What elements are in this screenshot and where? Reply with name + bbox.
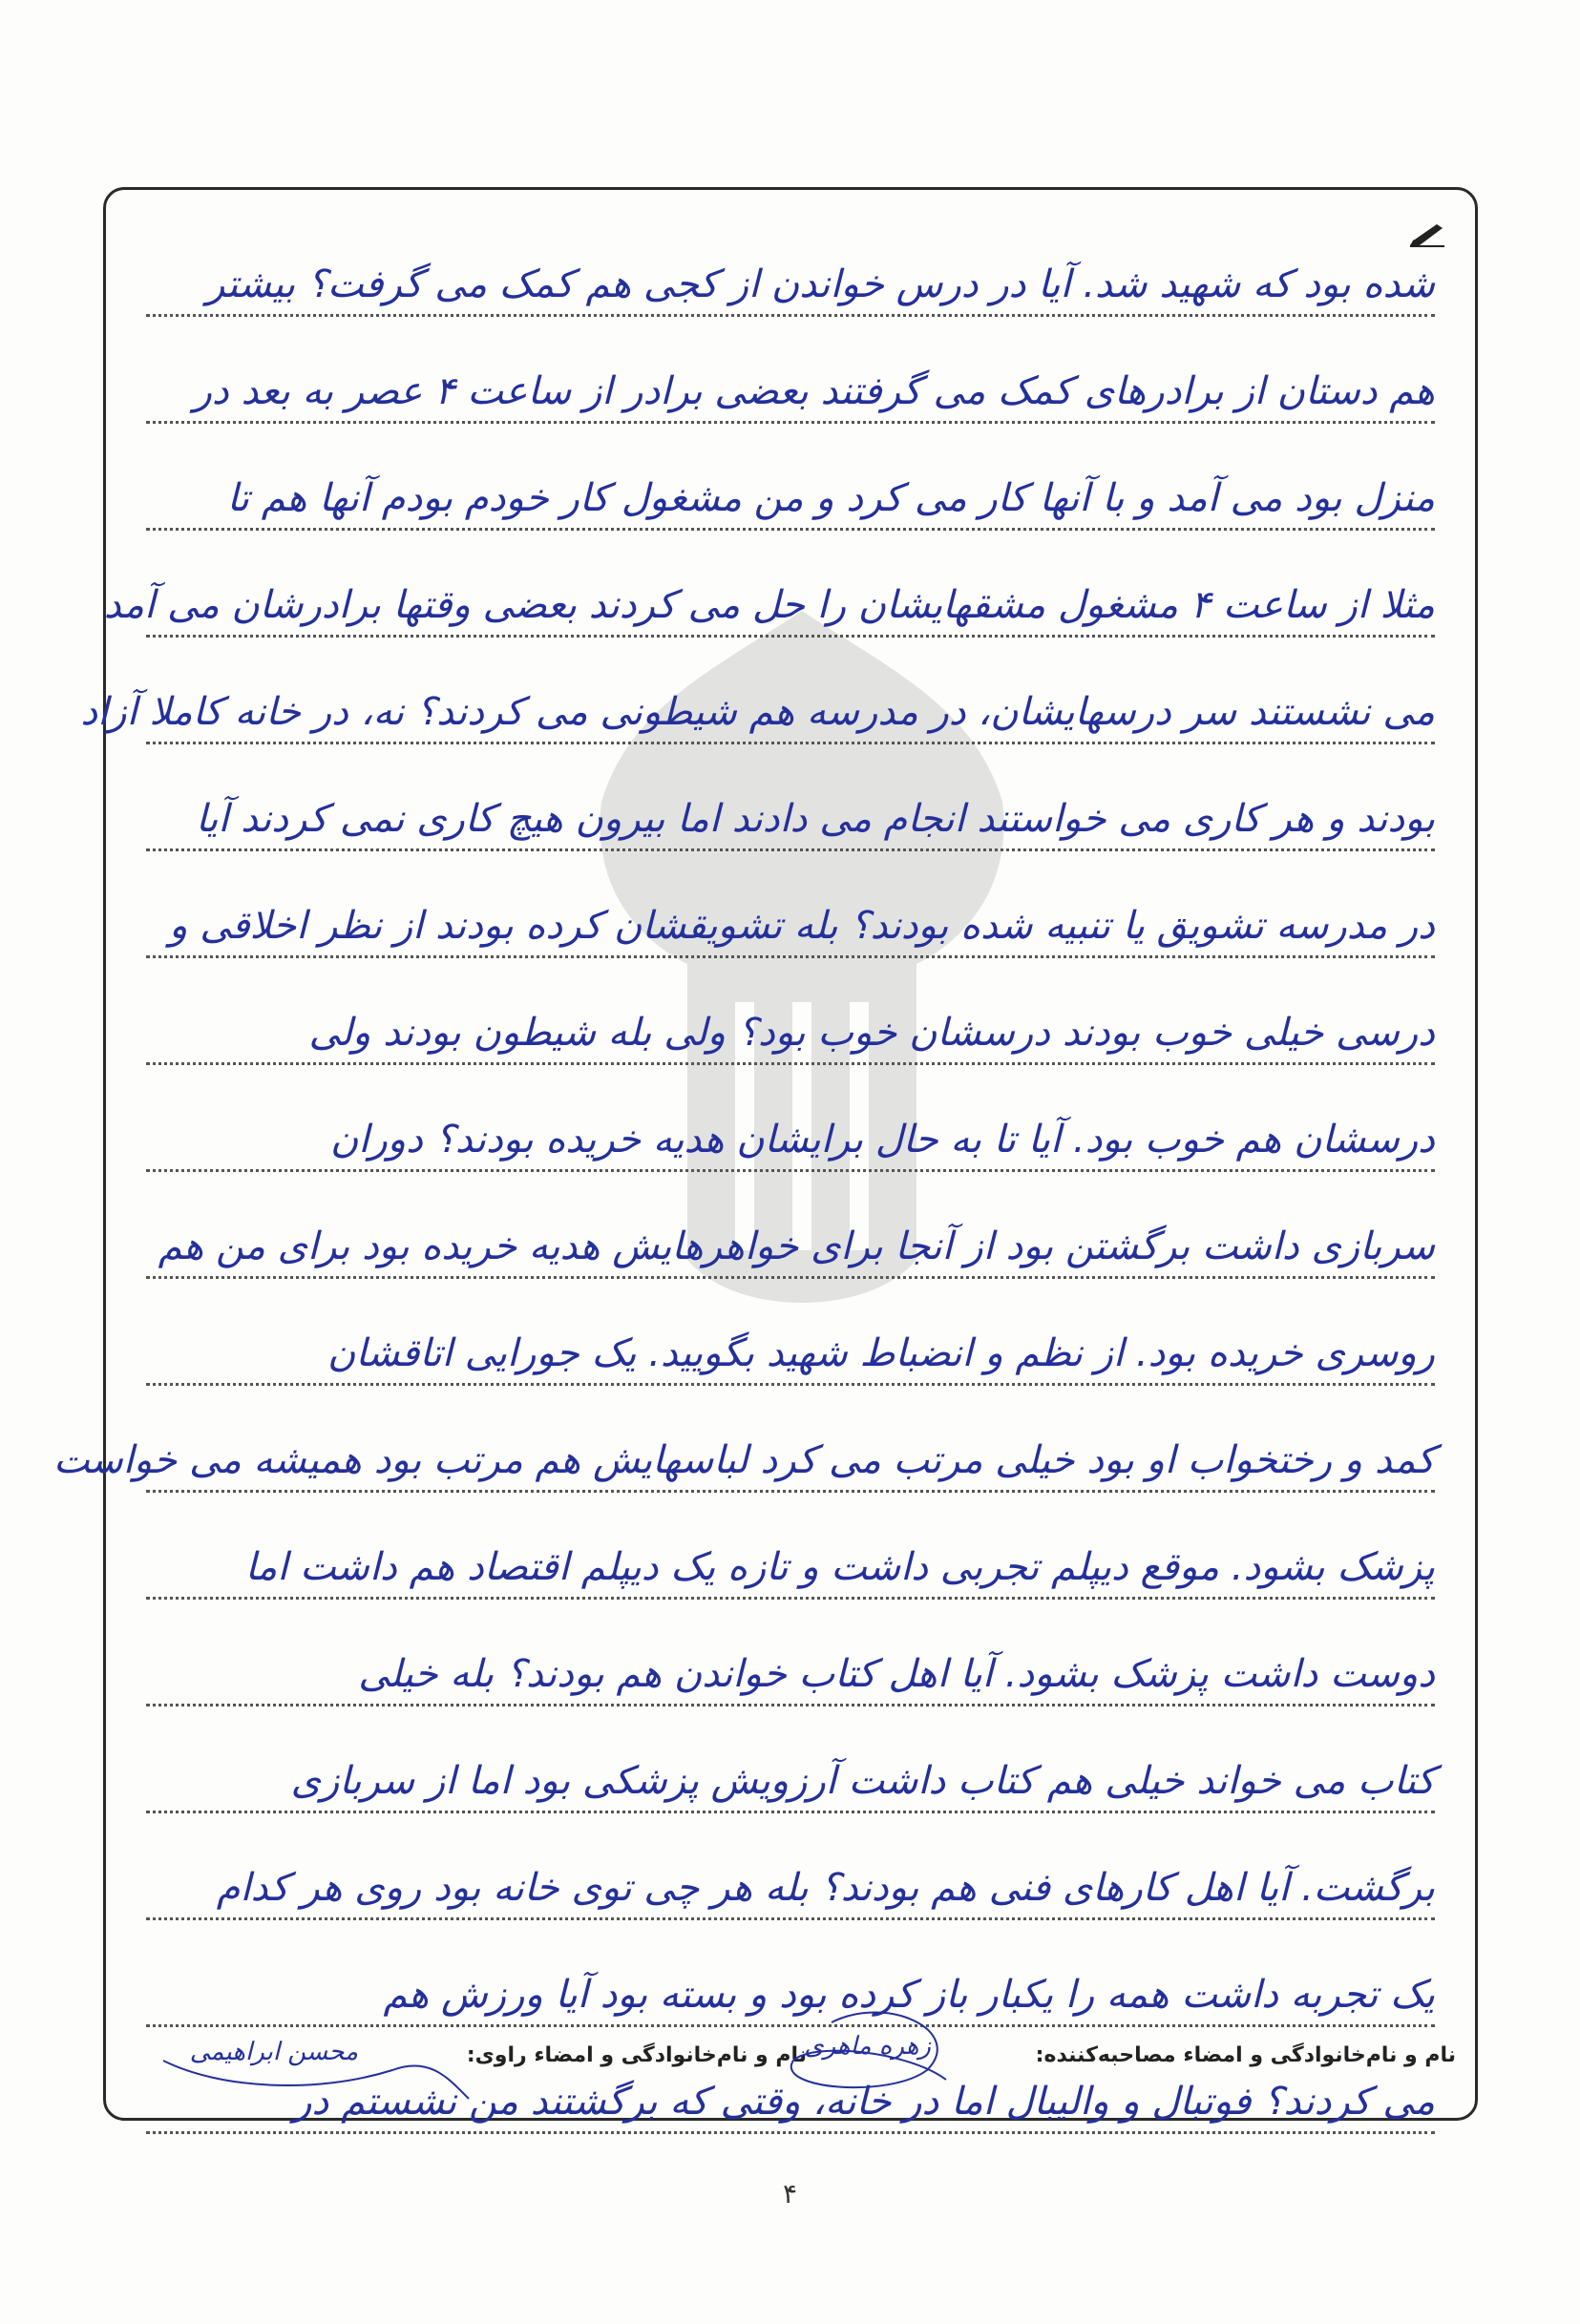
line-text: دوست داشت پزشک بشود. آیا اهل کتاب خواندن هم بودند؟ بله خیلی [358, 1652, 1435, 1696]
text-line [146, 207, 1435, 317]
line-text: در مدرسه تشویق یا تنبیه شده بودند؟ بله تشویقشان کرده بودند از نظر اخلاقی و [169, 904, 1435, 948]
text-line [146, 1276, 1435, 1386]
text-line [146, 742, 1435, 851]
interviewer-label: نام و نام‌خانوادگی و امضاء مصاحبه‌کننده: [1035, 2043, 1456, 2067]
text-line [146, 421, 1435, 531]
text-line [146, 1169, 1435, 1279]
text-line [146, 1490, 1435, 1600]
text-line [53, 1383, 1435, 1493]
text-line [80, 635, 1435, 744]
line-text: مثلا از ساعت ۴ مشغول مشقهایشان را حل می کردند بعضی وقتها برادرشان می آمد [103, 583, 1435, 627]
line-text: هم دستان از برادرهای کمک می گرفتند بعضی برادر از ساعت ۴ عصر به بعد در [193, 369, 1435, 413]
text-line [146, 955, 1435, 1065]
text-line [146, 1811, 1435, 1920]
line-text: برگشت. آیا اهل کارهای فنی هم بودند؟ بله هر چی توی خانه بود روی هر کدام [216, 1866, 1435, 1910]
line-text: بودند و هر کاری می خواستند انجام می دادند اما بیرون هیچ کاری نمی کردند آیا [196, 797, 1435, 841]
text-line [146, 314, 1435, 424]
line-text: سربازی داشت برگشتن بود از آنجا برای خواهرهایش هدیه خریده بود برای من هم [158, 1225, 1435, 1268]
line-text: درسی خیلی خوب بودند درسشان خوب بود؟ ولی بله شیطون بودند ولی [308, 1011, 1435, 1055]
narrator-signature: محسن ابراهیمی [189, 2038, 358, 2066]
line-text: شده بود که شهید شد. آیا در درس خواندن از کجی هم کمک می گرفت؟ بیشتر [206, 262, 1435, 306]
line-text: پزشک بشود. موقع دیپلم تجربی داشت و تازه یک دیپلم اقتصاد هم داشت اما [244, 1545, 1435, 1589]
page-number: ۴ [782, 2178, 798, 2209]
line-text: می نشستند سر درسهایشان، در مدرسه هم شیطونی می کردند؟ نه، در خانه کاملا آزاد [80, 690, 1435, 734]
line-text: درسشان هم خوب بود. آیا تا به حال برایشان هدیه خریده بودند؟ دوران [329, 1118, 1435, 1162]
text-line [103, 528, 1435, 638]
line-text: روسری خریده بود. از نظم و انضباط شهید بگویید. یک جورایی اتاقشان [327, 1331, 1435, 1375]
text-line [146, 1704, 1435, 1813]
line-text: کمد و رختخواب او بود خیلی مرتب می کرد لباسهایش هم مرتب بود همیشه می خواست [53, 1438, 1435, 1482]
narrator-label: نام و نام‌خانوادگی و امضاء راوی: [466, 2043, 807, 2067]
line-text: کتاب می خواند خیلی هم کتاب داشت آرزویش پزشکی بود اما از سربازی [290, 1759, 1435, 1803]
document-frame [53, 187, 1478, 2124]
line-text: یک تجربه داشت همه را یکبار باز کرده بود و بسته بود آیا ورزش هم [383, 1973, 1435, 2017]
text-line [146, 848, 1435, 958]
handwritten-lines [53, 190, 1435, 2124]
line-text: می کردند؟ فوتبال و والیبال اما در خانه، وقتی که برگشتند من نشستم در [293, 2080, 1435, 2124]
signature-footer [106, 2003, 1475, 2108]
text-line [146, 1062, 1435, 1172]
text-line [146, 1597, 1435, 1706]
line-text: منزل بود می آمد و با آنها کار می کرد و من مشغول کار خودم بودم آنها هم تا [226, 476, 1435, 520]
interviewer-signature: زهره ماهری [804, 2032, 931, 2061]
